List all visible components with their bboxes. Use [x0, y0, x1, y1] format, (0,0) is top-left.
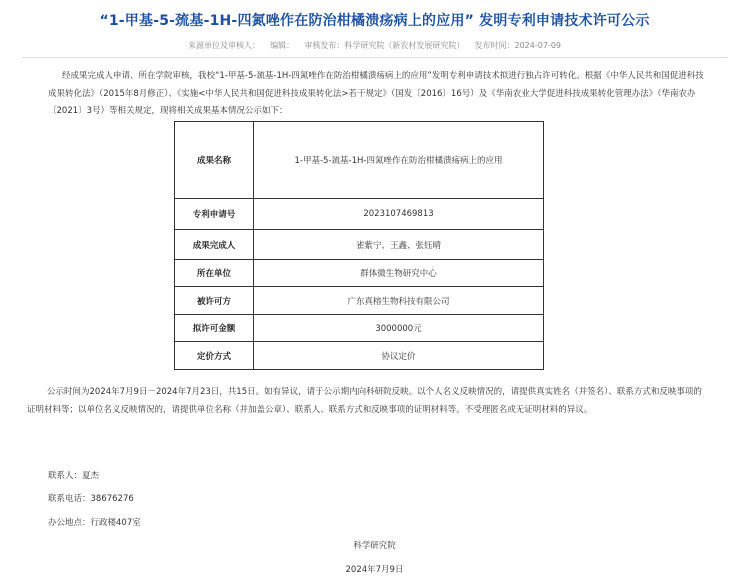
table-row-value: 协议定价 [254, 342, 544, 370]
table-row-label: 专利申请号 [175, 199, 254, 230]
article-meta [0, 40, 749, 51]
contact-person: 联系人：夏杰 [48, 471, 100, 481]
notice-paragraph: 公示时间为2024年7月9日－2024年7月23日，共15日。如有异议，请于公示期内向科研院反映。以个人名义反映情况的，请提供真实姓名（并签名）、联系方式和反映事项的证明材料等；以单位名义反映情况的，请提供单位名称（并加盖公章）、联系人、联系方式和反映事项的证明材料等。不受理匿名或无证明材料的异议。 [27, 387, 702, 415]
table-row-label: 拟许可金额 [175, 315, 254, 342]
reviewer-value: 科学研究院（新农村发展研究院） [344, 41, 465, 50]
table-row [175, 287, 544, 315]
page-title: “1-甲基-5-巯基-1H-四氮唑作在防治柑橘溃疡病上的应用” 发明专利申请技术许可公示 [99, 13, 650, 29]
table-row-label: 所在单位 [175, 260, 254, 287]
table-row [175, 342, 544, 370]
achievement-info-table [174, 121, 544, 370]
office-address: 办公地点：行政楼407室 [48, 518, 141, 528]
table-row-label: 被许可方 [175, 287, 254, 315]
publish-date-value: 2024-07-09 [514, 41, 561, 50]
table-row-value: 广东真榕生物科技有限公司 [254, 287, 544, 315]
table-row-value: 群体微生物研究中心 [254, 260, 544, 287]
table-row-value: 3000000元 [254, 315, 544, 342]
table-row [175, 230, 544, 260]
reviewer-label: 审核发布： [304, 41, 345, 50]
contact-phone: 联系电话：38676276 [48, 494, 134, 504]
signature-org: 科学研究院 [353, 541, 396, 551]
table-row [175, 315, 544, 342]
publish-date-label: 发布时间： [474, 41, 515, 50]
header-divider [22, 57, 727, 58]
editor-label: 编辑： [270, 41, 295, 50]
intro-paragraph: 经成果完成人申请、所在学院审核，我校“1-甲基-5-巯基-1H-四氮唑作在防治柑橘溃疡病上的应用”发明专利申请技术拟进行独占许可转化。根据《中华人民共和国促进科技成果转化法》（2015年8月修正）、《实施<中华人民共和国促进科技成果转化法>若干规定》（国发〔2016〕16号）及《华南农业大学促进科技成果转化管理办法》（华南农办〔2021〕3号）等相关规定，现将相关成果基本情况公示如下： [48, 71, 704, 117]
table-row-label: 定价方式 [175, 342, 254, 370]
source-label: 来源单位及审核人： [187, 41, 260, 50]
table-row-value: 2023107469813 [254, 199, 544, 230]
table-row-label: 成果名称 [175, 122, 254, 199]
table-row-label: 成果完成人 [175, 230, 254, 260]
table-row [175, 199, 544, 230]
table-row [175, 122, 544, 199]
signature-date: 2024年7月9日 [345, 565, 404, 575]
table-row [175, 260, 544, 287]
table-row-value: 雀紫宁、王鑫、张钰晴 [254, 230, 544, 260]
table-row-value: 1-甲基-5-巯基-1H-四氮唑作在防治柑橘溃疡病上的应用 [254, 122, 544, 199]
